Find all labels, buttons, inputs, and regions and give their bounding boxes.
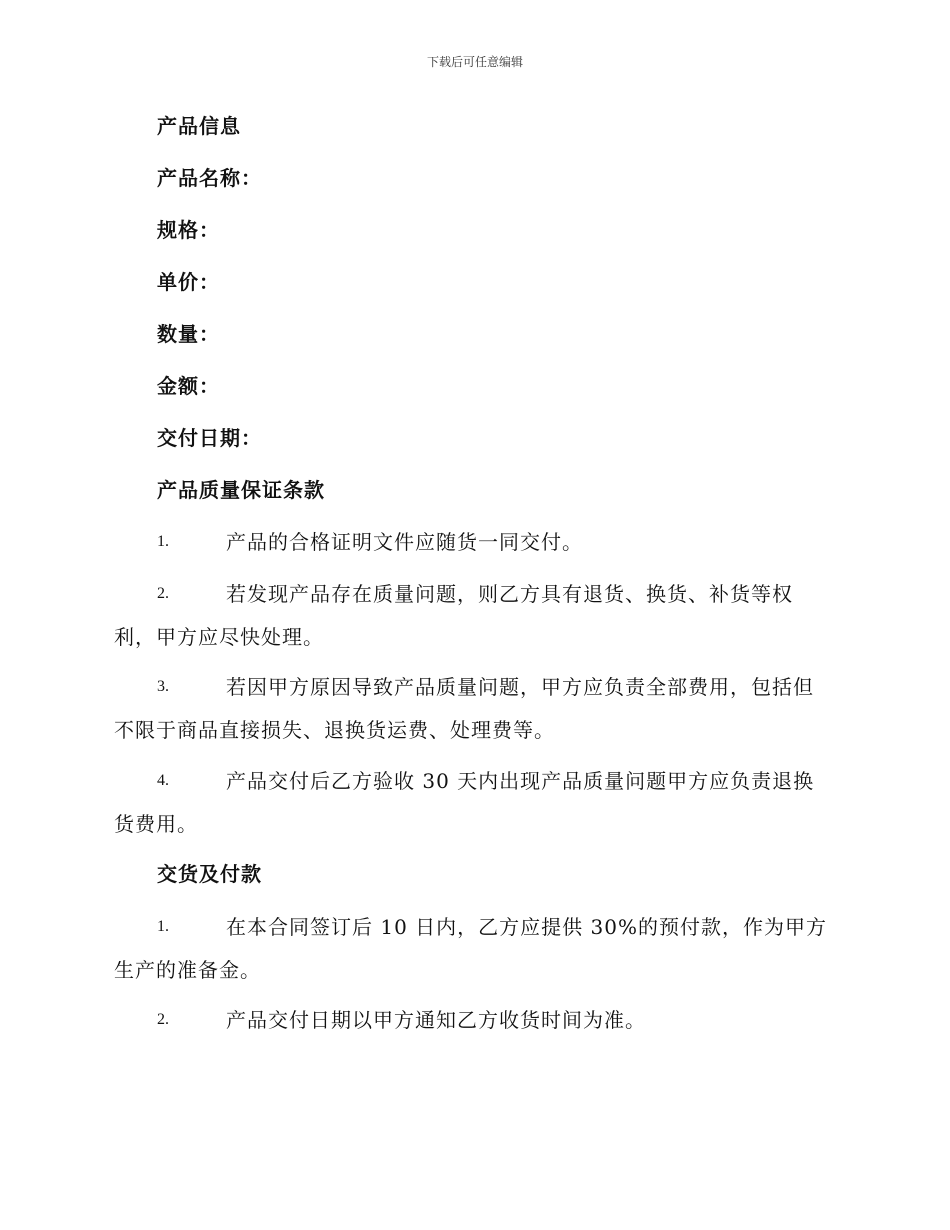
quality-item-number: 1. [157,533,169,550]
section-heading-delivery: 交货及付款 [157,862,262,886]
section-heading-quality: 产品质量保证条款 [157,478,325,502]
quality-item-text-cont: 货费用。 [114,812,198,836]
quality-item-number: 4. [157,772,169,789]
delivery-item-number: 1. [157,918,169,935]
quality-item-text: 产品的合格证明文件应随货一同交付。 [226,530,583,554]
field-amount: 金额： [157,374,220,398]
field-quantity: 数量： [157,322,220,346]
field-product-name: 产品名称： [157,166,262,190]
delivery-item-number: 2. [157,1011,169,1028]
quality-item-text-cont: 利，甲方应尽快处理。 [114,625,324,649]
field-unit-price: 单价： [157,270,220,294]
delivery-item-text: 产品交付日期以甲方通知乙方收货时间为准。 [226,1008,646,1032]
delivery-item-text-cont: 生产的准备金。 [114,958,261,982]
field-delivery-date: 交付日期： [157,426,262,450]
quality-item-text-cont: 不限于商品直接损失、退换货运费、处理费等。 [114,718,555,742]
quality-item-number: 3. [157,678,169,695]
delivery-item-text: 在本合同签订后 10 日内，乙方应提供 30%的预付款，作为甲方 [226,915,827,939]
section-heading-product-info: 产品信息 [157,114,241,138]
quality-item-text: 产品交付后乙方验收 30 天内出现产品质量问题甲方应负责退换 [226,769,815,793]
quality-item-text: 若发现产品存在质量问题，则乙方具有退货、换货、补货等权 [226,582,793,606]
field-spec: 规格： [157,218,220,242]
quality-item-text: 若因甲方原因导致产品质量问题，甲方应负责全部费用，包括但 [226,675,814,699]
quality-item-number: 2. [157,585,169,602]
page-header: 下载后可任意编辑 [426,55,523,69]
